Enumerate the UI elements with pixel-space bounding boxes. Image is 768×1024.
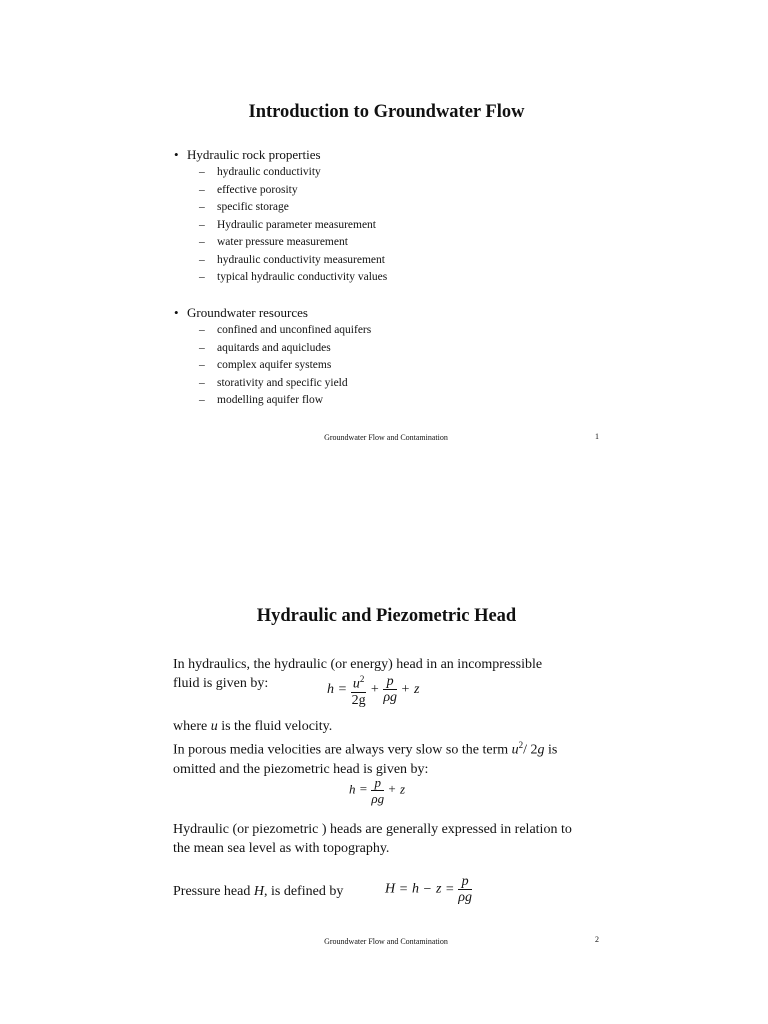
text-line: where u is the fluid velocity. xyxy=(173,719,333,734)
fraction-velocity-term: $\frac{u^2}{2g}$ xyxy=(351,674,366,708)
list-item: – typical hydraulic conductivity values xyxy=(199,271,388,283)
slide-1-footer: Groundwater Flow and Contamination xyxy=(324,433,448,442)
text-line: In porous media velocities are always very slow so the term $u^2/$ 2g is xyxy=(173,740,558,758)
equation-pressure-head: H = h − z = $\frac{p}{\rho g}$ xyxy=(385,874,473,905)
bullet-label: Hydraulic rock properties xyxy=(187,147,321,162)
bullet-marker: • xyxy=(174,147,179,162)
slide-2 xyxy=(0,512,768,1024)
list-item: – hydraulic conductivity measurement xyxy=(199,253,385,266)
slide-1-title: Introduction to Groundwater Flow xyxy=(248,102,525,122)
text-line: omitted and the piezometric head is given by: xyxy=(173,761,429,777)
list-item: – storativity and specific yield xyxy=(199,376,348,389)
sub-list-groundwater-resources xyxy=(199,322,371,410)
list-item: – confined and unconfined aquifers xyxy=(199,324,372,336)
sub-list-rock-properties xyxy=(199,164,387,287)
bullet-marker: • xyxy=(174,305,179,320)
fraction-pressure-term: $\frac{p}{\rho g}$ xyxy=(383,674,398,706)
paragraph-sea-level xyxy=(173,820,572,858)
fraction-pressure-term: $\frac{p}{\rho g}$ xyxy=(371,775,385,806)
list-item: – aquitards and aquicludes xyxy=(199,341,331,354)
equation-hydraulic-head: h = $\frac{u^2}{2g}$ + $\frac{p}{\rho g}$ + z xyxy=(327,674,420,708)
text-line: Hydraulic (or piezometric ) heads are generally expressed in relation to xyxy=(173,822,572,837)
list-item: – water pressure measurement xyxy=(199,236,348,248)
bullet-hydraulic-rock-properties xyxy=(174,147,321,163)
list-item: – specific storage xyxy=(199,201,289,213)
equation-piezometric-head: h = $\frac{p}{\rho g}$ + z xyxy=(349,775,405,806)
list-item: – complex aquifer systems xyxy=(199,359,332,371)
bullet-label: Groundwater resources xyxy=(187,305,308,320)
slide-1-page-number: 1 xyxy=(595,432,599,441)
text-line: In hydraulics, the hydraulic (or energy) head in an incompressible xyxy=(173,657,543,672)
slide-2-page-number: 2 xyxy=(595,935,599,944)
bullet-groundwater-resources xyxy=(174,305,308,321)
slide-2-title: Hydraulic and Piezometric Head xyxy=(256,606,517,626)
list-item: – effective porosity xyxy=(199,183,298,196)
text-line: fluid is given by: xyxy=(173,676,269,691)
fraction-pressure-term: $\frac{p}{\rho g}$ xyxy=(458,874,473,905)
list-item: – modelling aquifer flow xyxy=(199,394,324,406)
list-item: – hydraulic conductivity xyxy=(199,166,321,178)
list-item: – Hydraulic parameter measurement xyxy=(199,218,377,231)
paragraph-pressure-head: Pressure head H, is defined by xyxy=(173,884,344,899)
text-line: the mean sea level as with topography. xyxy=(173,841,390,856)
paragraph-velocity-note xyxy=(173,717,557,779)
slide-2-footer: Groundwater Flow and Contamination xyxy=(324,937,448,946)
